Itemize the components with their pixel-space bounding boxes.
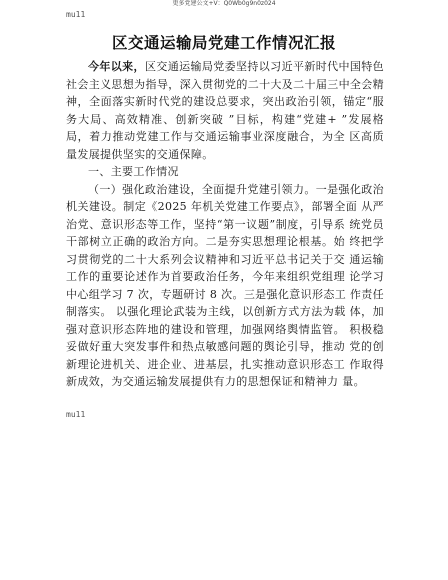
- intro-paragraph: [66, 58, 384, 163]
- page-marker-bottom: mu11: [66, 410, 86, 419]
- intro-text: 区交通运输局党委坚持以习近平新时代中国特色社会主义思想为指导，深入贯彻党的二十大及二十届三中全会精神，全面落实新时代党的建设总要求，突出政治引领，锚定“服务大局、高效精准、创新突破 ”目标，构建“党建+ ”发展格局，着力推动党建工作与交通运输事业深度融合，为全 区高质量发展提供坚实的交通保障。: [66, 60, 384, 161]
- intro-lead: 今年以来，: [88, 60, 145, 73]
- document-title: 区交通运输局党建工作情况汇报: [111, 34, 336, 52]
- top-note: 更多党建公文+V：Q0Wb0g9n0z024: [172, 0, 276, 7]
- page-marker-top: mu11: [66, 10, 86, 19]
- section-1-paragraph: （一）强化政治建设，全面提升党建引领力。一是强化政治机关建设。制定《2025 年机关党建工作要点》，部署全面 从严治党、意识形态等工作，坚持“第一议题”制度，引导系 统党员干部树立正确的政治方向。二是夯实思想理论根基。始 终把学习贯彻党的二十大系列会议精神和习近平总书记关于交 通运输工作的重要论述作为首要政治任务，今年来组织党组理 论学习中心组学习 7 次，专题研讨 8 次。三是强化意识形态工 作责任制落实。 以强化理论武装为主线，以创新方式方法为载 体，加强对意识形态阵地的建设和管理，加强网络舆情监管。 积极稳妥做好重大突发事件和热点敏感问题的舆论引导，推动 党的创新理论进机关、进企业、进基层，扎实推动意识形态工 作取得新成效，为交通运输发展提供有力的思想保证和精神力 量。: [66, 182, 384, 388]
- section-heading: 一、主要工作情况: [88, 165, 179, 178]
- document-body: [66, 58, 384, 391]
